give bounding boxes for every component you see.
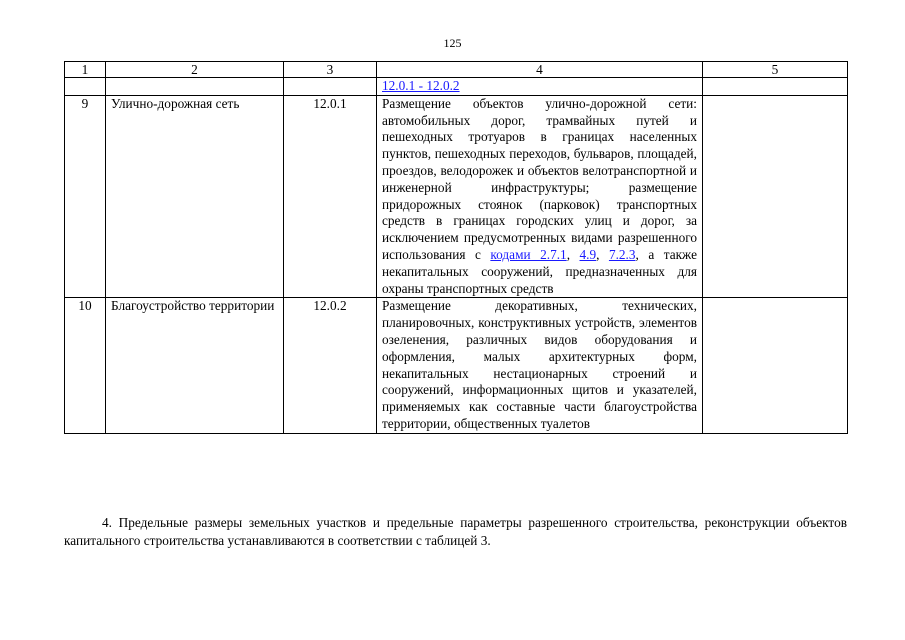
page-number: 125 [443,36,462,50]
code-link-7-2-3[interactable]: 7.2.3 [608,246,636,262]
use-type-code: 12.0.1 [284,95,377,298]
use-type-description: Размещение декоративных, технических, планировочных, конструктивных устройств, элементов озеленения, различных видов оборудования и оформления, малых архитектурных форм, некапитальных нестационарных строений и сооружений, информационных щитов и указателей, применяемых как составные части благоустройства территории, общественных туалетов [377,298,703,433]
header-col-5: 5 [703,62,848,78]
header-col-3: 3 [284,62,377,78]
table-row [65,95,848,298]
row-number: 10 [65,298,106,433]
table-header-row [65,62,848,78]
header-col-1: 1 [65,62,106,78]
description-text: Размещение объектов улично-дорожной сети: автомобильных дорог, трамвайных путей и пешеходных тротуаров в границах населенных пунктов, пешеходных переходов, бульваров, площадей, проездов, велодорожек и объектов велотранспортной и инженерной инфраструктуры; размещение придорожных стоянок (парковок) транспортных средств в границах городских улиц и дорог, за исключением предусмотренных видами разрешенного использования с [382,95,697,262]
col5-cell [703,298,848,433]
body-paragraph: 4. Предельные размеры земельных участков и предельные параметры разрешенного строительства, реконструкции объектов капитального строительства устанавливаются в соответствии с таблицей 3. [64,515,847,548]
code-range-link[interactable]: 12.0.1 - 12.0.2 [382,78,460,93]
code-link-2-7-1[interactable]: кодами 2.7.1 [490,246,567,262]
description-text: , а также некапитальных сооружений, предназначенных для охраны транспортных средств [382,246,697,296]
use-type-description: Размещение объектов улично-дорожной сети: автомобильных дорог, трамвайных путей и пешеходных тротуаров в границах населенных пунктов, пешеходных переходов, бульваров, площадей, проездов, велодорожек и объектов велотранспортной и инженерной инфраструктуры; размещение придорожных стоянок (парковок) транспортных средств в границах городских улиц и дорог, за исключением предусмотренных видами разрешенного использования с кодами 2.7.1, 4.9, 7.2.3, а также некапитальных сооружений, предназначенных для охраны транспортных средств [377,95,703,298]
table-row [65,298,848,433]
row-number: 9 [65,95,106,298]
use-type-name: Благоустройство территории [106,298,284,433]
table-row-continued [65,78,848,96]
use-type-name: Улично-дорожная сеть [106,95,284,298]
header-col-2: 2 [106,62,284,78]
land-use-table [64,61,848,434]
header-col-4: 4 [377,62,703,78]
col5-cell [703,95,848,298]
code-link-4-9[interactable]: 4.9 [579,246,597,262]
use-type-code: 12.0.2 [284,298,377,433]
